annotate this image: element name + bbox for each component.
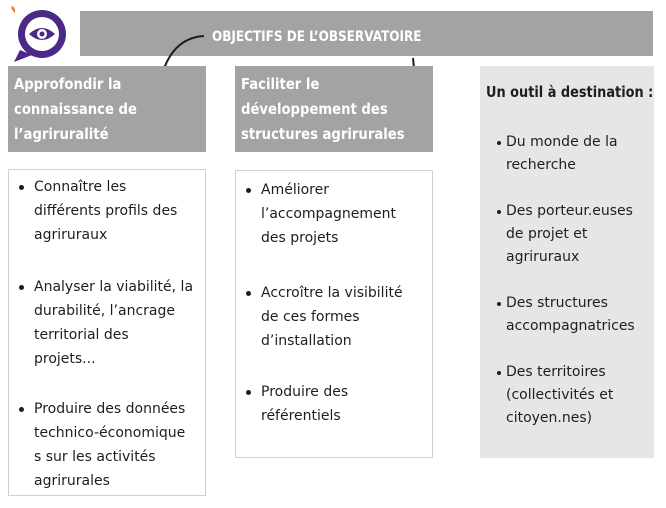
list-item-line: Produire des données [34, 401, 186, 417]
list-item-line: technico-économique [34, 425, 186, 441]
list-item [261, 380, 348, 428]
bullet [19, 285, 24, 290]
page-title: OBJECTIFS DE L’OBSERVATOIRE [212, 29, 422, 45]
list-item-line: Connaître les [34, 179, 127, 195]
list-item [34, 175, 177, 247]
list-item-line: agriruraux [34, 227, 108, 243]
audience-item-line: recherche [506, 157, 576, 173]
bullet [497, 141, 501, 145]
header-line: structures agrirurales [241, 125, 405, 143]
audience-title: Un outil à destination : [486, 83, 654, 101]
audience-item-line: de projet et [506, 226, 588, 242]
audience-item [506, 200, 633, 269]
audience-item-line: Des structures [506, 295, 608, 311]
header-line: l’agriruralité [14, 125, 109, 143]
bullet [497, 371, 501, 375]
list-item-line: d’installation [261, 333, 352, 349]
audience-item [506, 131, 618, 177]
audience-item-line: Des territoires [506, 364, 606, 380]
bullet [19, 407, 24, 412]
list-item-line: durabilité, l’ancrage [34, 303, 175, 319]
bullet [246, 390, 251, 395]
list-item-line: de ces formes [261, 309, 360, 325]
eye-speech-bubble-icon [6, 6, 72, 64]
audience-item [506, 292, 635, 338]
list-item-line: Produire des [261, 384, 349, 400]
audience-item [506, 361, 613, 430]
list-item-line: des projets [261, 230, 339, 246]
bullet [246, 188, 251, 193]
list-item-line: projets... [34, 351, 96, 367]
list-item [261, 281, 403, 353]
list-item [34, 397, 185, 493]
list-item-line: l’accompagnement [261, 206, 396, 222]
list-item-line: Améliorer [261, 182, 329, 198]
bullet [497, 302, 501, 306]
list-item-line: territorial des [34, 327, 129, 343]
list-item-line: s sur les activités [34, 449, 156, 465]
column-header-connaissance [8, 66, 206, 152]
audience-item-line: citoyen.nes) [506, 410, 593, 426]
audience-item-line: agriruraux [506, 249, 580, 265]
list-item-line: agrirurales [34, 473, 110, 489]
list-item-line: différents profils des [34, 203, 178, 219]
list-item-line: Accroître la visibilité [261, 285, 403, 301]
list-item-line: référentiels [261, 408, 341, 424]
list-item-line: Analyser la viabilité, la [34, 279, 194, 295]
header-line: développement des [241, 100, 388, 118]
audience-item-line: accompagnatrices [506, 318, 635, 334]
column-header-developpement [235, 66, 433, 152]
bullet [497, 210, 501, 214]
header-line: Approfondir la [14, 75, 122, 93]
objectives-box-developpement [235, 170, 433, 458]
bullet [246, 291, 251, 296]
header-line: connaissance de [14, 100, 137, 118]
audience-item-line: Des porteur.euses [506, 203, 633, 219]
audience-item-line: Du monde de la [506, 134, 618, 150]
audience-item-line: (collectivités et [506, 387, 614, 403]
list-item [34, 275, 193, 371]
objectives-box-connaissance [8, 169, 206, 496]
list-item [261, 178, 396, 250]
bullet [19, 185, 24, 190]
header-line: Faciliter le [241, 75, 320, 93]
